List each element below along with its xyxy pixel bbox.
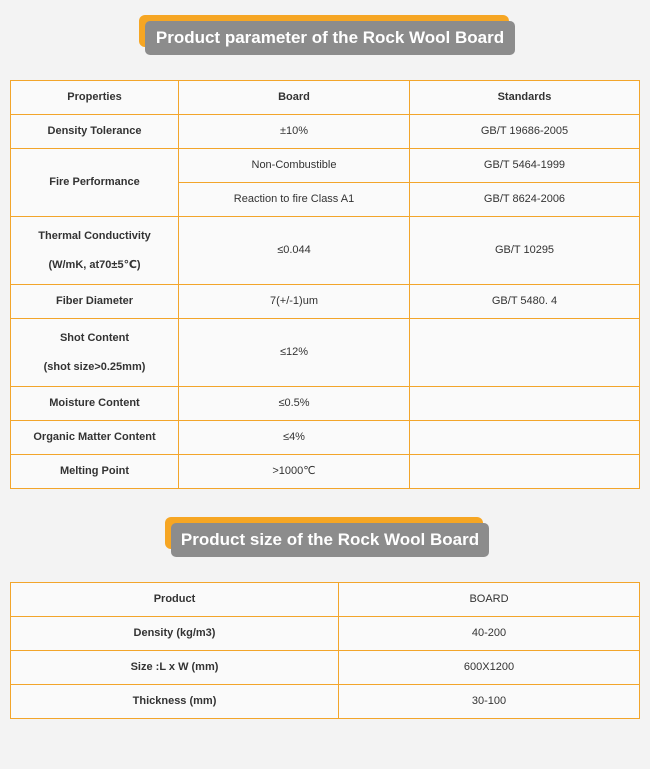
property-cell: Fiber Diameter — [11, 285, 179, 319]
standard-cell — [410, 421, 640, 455]
property-cell: Organic Matter Content — [11, 421, 179, 455]
board-cell: ±10% — [179, 115, 410, 149]
property-line: Shot Content — [59, 331, 130, 344]
board-cell: Reaction to fire Class A1 — [179, 183, 410, 217]
product-size-table — [10, 582, 640, 719]
property-cell: Moisture Content — [11, 387, 179, 421]
header-board-value: BOARD — [339, 583, 640, 617]
table-header-row — [11, 81, 640, 115]
table-row — [11, 685, 640, 719]
board-cell: Non-Combustible — [179, 149, 410, 183]
property-cell — [11, 319, 179, 387]
size-label-cell: Size :L x W (mm) — [11, 651, 339, 685]
table-row — [11, 285, 640, 319]
board-cell: ≤12% — [179, 319, 410, 387]
table-row — [11, 617, 640, 651]
property-line: (shot size>0.25mm) — [43, 360, 146, 373]
size-title: Product size of the Rock Wool Board — [171, 523, 489, 557]
property-cell: Density Tolerance — [11, 115, 179, 149]
board-cell: ≤4% — [179, 421, 410, 455]
table-row — [11, 455, 640, 489]
standard-cell — [410, 455, 640, 489]
standard-cell: GB/T 5480. 4 — [410, 285, 640, 319]
standard-cell — [410, 387, 640, 421]
table-row — [11, 217, 640, 285]
params-title-banner — [139, 15, 509, 55]
standard-cell: GB/T 19686-2005 — [410, 115, 640, 149]
property-line: Thermal Conductivity — [38, 229, 151, 242]
size-header-row — [11, 583, 640, 617]
table-row — [11, 149, 640, 183]
size-label-cell: Density (kg/m3) — [11, 617, 339, 651]
board-cell: ≤0.5% — [179, 387, 410, 421]
size-value-cell: 600X1200 — [339, 651, 640, 685]
property-cell: Fire Performance — [11, 149, 179, 217]
standard-cell — [410, 319, 640, 387]
table-row — [11, 319, 640, 387]
header-properties: Properties — [11, 81, 179, 115]
header-product: Product — [11, 583, 339, 617]
standard-cell: GB/T 10295 — [410, 217, 640, 285]
size-value-cell: 30-100 — [339, 685, 640, 719]
table-row — [11, 387, 640, 421]
property-cell — [11, 217, 179, 285]
board-cell: 7(+/-1)um — [179, 285, 410, 319]
table-row — [11, 421, 640, 455]
board-cell: >1000℃ — [179, 455, 410, 489]
product-parameter-table — [10, 80, 640, 489]
table-row — [11, 651, 640, 685]
header-board: Board — [179, 81, 410, 115]
board-cell: ≤0.044 — [179, 217, 410, 285]
size-label-cell: Thickness (mm) — [11, 685, 339, 719]
property-line: (W/mK, at70±5℃) — [48, 258, 141, 271]
size-value-cell: 40-200 — [339, 617, 640, 651]
standard-cell: GB/T 8624-2006 — [410, 183, 640, 217]
standard-cell: GB/T 5464-1999 — [410, 149, 640, 183]
header-standards: Standards — [410, 81, 640, 115]
property-cell: Melting Point — [11, 455, 179, 489]
params-title: Product parameter of the Rock Wool Board — [145, 21, 515, 55]
table-row — [11, 115, 640, 149]
size-title-banner — [165, 517, 483, 557]
